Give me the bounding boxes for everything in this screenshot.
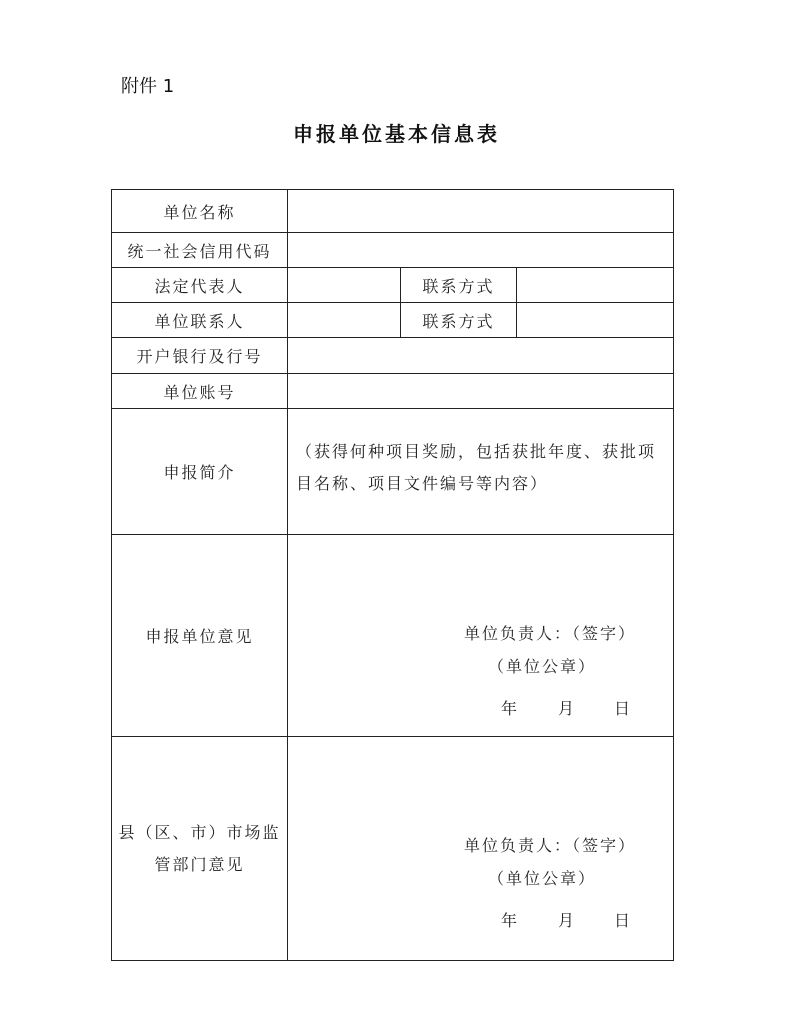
row-bank <box>112 338 674 374</box>
county-opinion-date <box>501 908 632 931</box>
account-label: 单位账号 <box>112 374 288 409</box>
unit-opinion-month: 月 <box>558 699 577 718</box>
unit-name-field[interactable] <box>288 190 674 233</box>
row-legal-rep <box>112 268 674 303</box>
legal-rep-label: 法定代表人 <box>112 268 288 303</box>
row-unit-contact <box>112 303 674 338</box>
intro-field[interactable] <box>288 409 674 535</box>
county-opinion-seal: （单位公章） <box>488 869 597 888</box>
unit-opinion-field[interactable] <box>288 535 674 737</box>
bank-field[interactable] <box>288 338 674 374</box>
account-field[interactable] <box>288 374 674 409</box>
legal-rep-contact-label: 联系方式 <box>401 268 517 303</box>
unit-opinion-label: 申报单位意见 <box>112 535 288 737</box>
unit-opinion-year: 年 <box>501 699 520 718</box>
unit-opinion-seal: （单位公章） <box>488 657 597 676</box>
unit-opinion-signer: 单位负责人：（签字） <box>464 624 637 643</box>
county-opinion-year: 年 <box>501 911 520 930</box>
unit-contact-field[interactable] <box>288 303 401 338</box>
legal-rep-field[interactable] <box>288 268 401 303</box>
county-opinion-label: 县（区、市）市场监管部门意见 <box>112 737 288 961</box>
credit-code-label: 统一社会信用代码 <box>112 233 288 268</box>
county-opinion-month: 月 <box>558 911 577 930</box>
county-opinion-day: 日 <box>614 911 633 930</box>
row-credit-code <box>112 233 674 268</box>
row-county-opinion <box>112 737 674 961</box>
row-unit-name <box>112 190 674 233</box>
credit-code-field[interactable] <box>288 233 674 268</box>
county-opinion-field[interactable] <box>288 737 674 961</box>
unit-opinion-date <box>501 696 632 719</box>
attachment-label: 附件 1 <box>121 76 175 97</box>
unit-name-label: 单位名称 <box>112 190 288 233</box>
row-intro <box>112 409 674 535</box>
intro-hint: （获得何种项目奖励，包括获批年度、获批项目名称、项目文件编号等内容） <box>296 441 657 493</box>
intro-label: 申报简介 <box>112 409 288 535</box>
row-account <box>112 374 674 409</box>
county-opinion-signer: 单位负责人：（签字） <box>464 836 637 855</box>
bank-label: 开户银行及行号 <box>112 338 288 374</box>
unit-contact-contact-field[interactable] <box>517 303 674 338</box>
info-form-table <box>111 189 674 961</box>
legal-rep-contact-field[interactable] <box>517 268 674 303</box>
page-title: 申报单位基本信息表 <box>293 122 500 146</box>
unit-contact-label: 单位联系人 <box>112 303 288 338</box>
unit-opinion-day: 日 <box>614 699 633 718</box>
unit-contact-contact-label: 联系方式 <box>401 303 517 338</box>
row-unit-opinion <box>112 535 674 737</box>
